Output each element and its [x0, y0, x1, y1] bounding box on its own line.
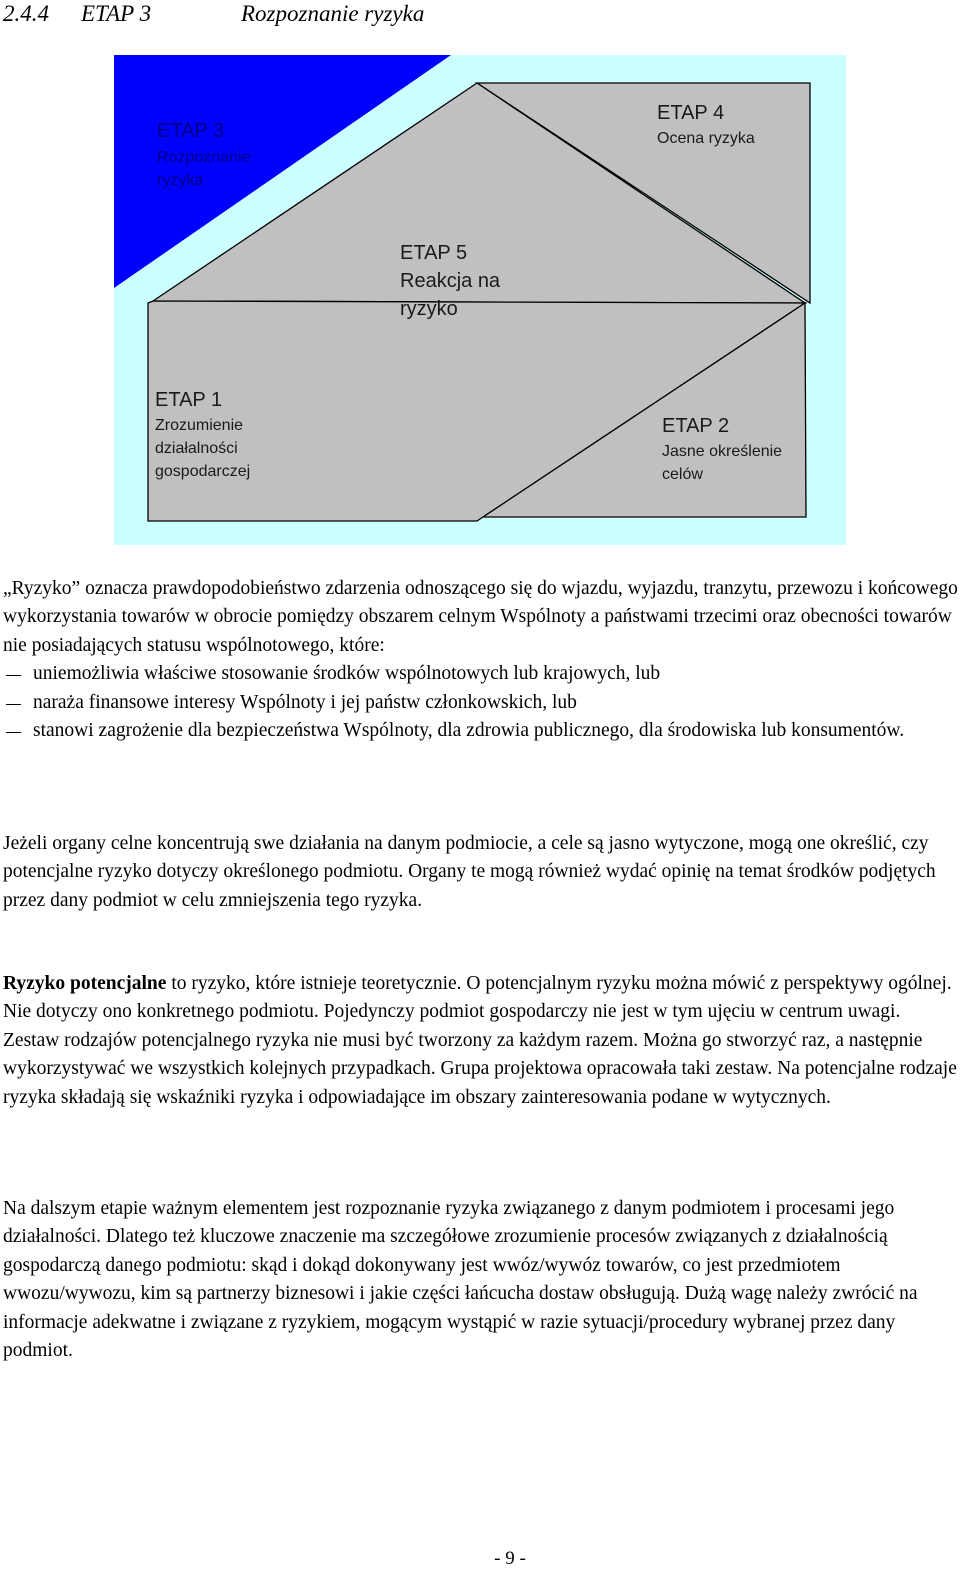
stage-etap5-desc: ryzyko: [400, 298, 458, 320]
paragraph-potential-risk-text: to ryzyko, które istnieje teoretycznie. O potencjalnym ryzyku można mówić z perspektywy ogólnej. Nie dotyczy ono konkretnego podmiotu. Pojedynczy podmiot gospodarczy nie jest w tym ujęciu w centrum uwagi. Zestaw rodzajów potencjalnego ryzyka nie musi być tworzony za każdym razem. Można go stworzyć raz, a następnie wykorzystywać we wszystkich kolejnych przypadkach. Grupa projektowa opracowała taki zestaw. Na potencjalne rodzaje ryzyka składają się wskaźniki ryzyka i odpowiadające im obszary zainteresowania podane w wytycznych.: [3, 973, 957, 1108]
paragraph-potential-risk: [3, 970, 959, 1112]
stage-etap2-name: ETAP 2: [662, 415, 730, 437]
stage-etap1-desc: Zrozumienie: [155, 417, 244, 434]
risk-definition-list: [3, 660, 959, 745]
paragraph-next-stage: Na dalszym etapie ważnym elementem jest rozpoznanie ryzyka związanego z danym podmiotem i procesami jego działalności. Dlatego też kluczowe znaczenie ma szczegółowe zrozumienie procesów związanych z działalnością gospodarczą danego podmiotu: skąd i dokąd dokonywany jest wwóz/wywóz towarów, co jest przedmiotem wwozu/wywozu, kim są partnerzy biznesowi i jakie części łańcucha dostaw obsługują. Dużą wagę należy zwrócić na informacje adekwatne i związane z ryzykiem, mogącym wystąpić w razie sytuacji/procedury wybranej przez dany podmiot.: [3, 1198, 918, 1362]
list-item: stanowi zagrożenie dla bezpieczeństwa Wspólnoty, dla zdrowia publicznego, dla środowiska lub konsumentów.: [3, 717, 959, 745]
stage-etap3-name: ETAP 3: [157, 120, 225, 142]
stage-etap5-name: ETAP 5: [400, 242, 468, 264]
stage-etap3-desc: ryzyka: [157, 172, 204, 189]
page-number: - 9 -: [494, 1548, 526, 1569]
stage-etap4-name: ETAP 4: [657, 102, 725, 124]
stage-etap1-name: ETAP 1: [155, 389, 223, 411]
risk-definition-intro: „Ryzyko” oznacza prawdopodobieństwo zdarzenia odnoszącego się do wjazdu, wyjazdu, tranzytu, przewozu i końcowego wykorzystania towarów w obrocie pomiędzy obszarem celnym Wspólnoty a państwami trzecimi oraz obecności towarów nie posiadających statusu wspólnotowego, które:: [3, 578, 958, 656]
stage-etap2-desc: Jasne określenie: [662, 443, 783, 460]
risk-definition: [3, 575, 959, 745]
stage-etap2-desc: celów: [662, 466, 703, 483]
section-etap: ETAP 3: [81, 1, 152, 26]
stage-etap1-desc: gospodarczej: [155, 463, 251, 480]
term-potential-risk: Ryzyko potencjalne: [3, 973, 167, 994]
section-title: Rozpoznanie ryzyka: [241, 1, 425, 26]
list-item: naraża finansowe interesy Wspólnoty i jej państw członkowskich, lub: [3, 689, 959, 717]
stage-etap1-desc: działalności: [155, 440, 238, 457]
stage-etap5-desc: Reakcja na: [400, 270, 501, 292]
stage-etap4-desc: Ocena ryzyka: [657, 130, 755, 147]
list-item: uniemożliwia właściwe stosowanie środków wspólnotowych lub krajowych, lub: [3, 660, 959, 688]
stage-etap3-desc: Rozpoznanie: [157, 149, 251, 166]
risk-stages-diagram: [0, 0, 960, 560]
paragraph-customs-organs: Jeżeli organy celne koncentrują swe działania na danym podmiocie, a cele są jasno wytyczone, mogą one określić, czy potencjalne ryzyko dotyczy określonego podmiotu. Organy te mogą również wydać opinię na temat środków podjętych przez dany podmiot w celu zmniejszenia tego ryzyka.: [3, 833, 936, 911]
section-number: 2.4.4: [3, 1, 49, 26]
